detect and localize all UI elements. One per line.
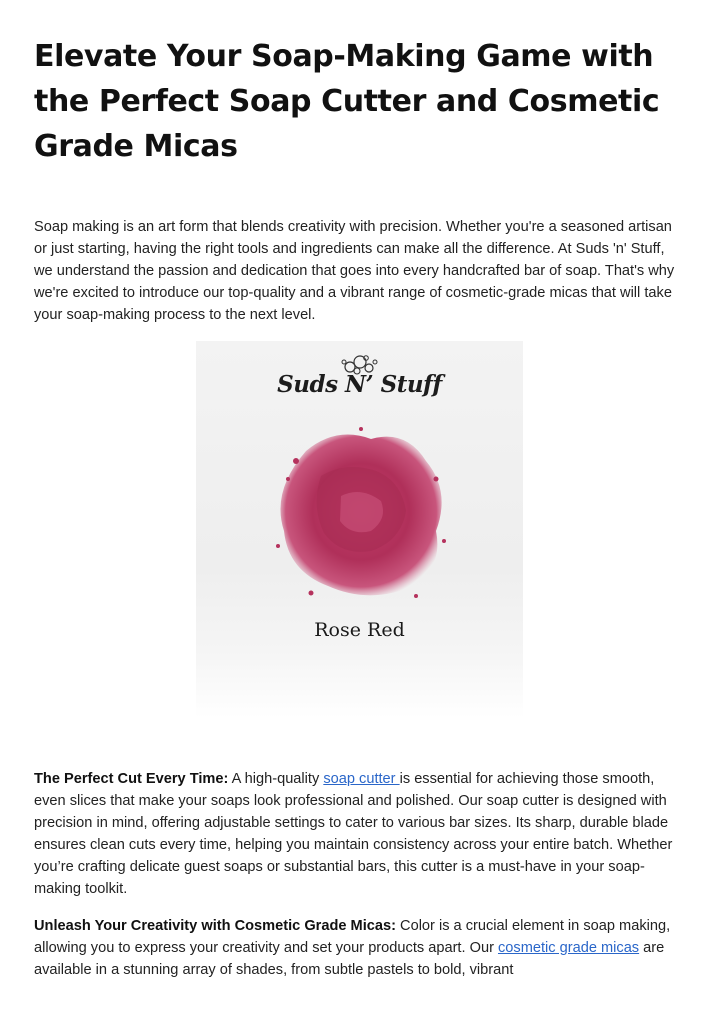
soap-cutter-paragraph xyxy=(34,768,682,900)
soap-cutter-text-before: A high-quality xyxy=(228,771,324,787)
mica-powder-pile xyxy=(266,421,456,606)
intro-paragraph: Soap making is an art form that blends creativity with precision. Whether you're a seasoned artisan or just starting, having the right tools and ingredients can make all the difference. At Suds 'n' Stuff, we understand the passion and dedication that goes into every handcrafted bar of soap. That's why we're excited to introduce our top-quality and a vibrant range of cosmetic-grade micas that will take your soap-making process to the next level. xyxy=(34,219,675,323)
brand-logo: Suds N’ Stuff xyxy=(277,371,442,398)
page-title: Elevate Your Soap-Making Game with the Perfect Soap Cutter and Cosmetic Grade Micas xyxy=(34,39,660,164)
product-caption: Rose Red xyxy=(314,619,405,641)
micas-text-before: Color is a crucial element in soap making, allowing you to express your creativity and set your products apart. Our xyxy=(34,918,671,956)
micas-text-after: are available in a stunning array of shades, from subtle pastels to bold, vibrant xyxy=(34,940,665,978)
product-image xyxy=(196,341,523,718)
soap-cutter-text-after: is essential for achieving those smooth, even slices that make your soaps look professional and polished. Our soap cutter is designed with precision in mind, offering adjustable settings to cater to various bar sizes. Its sharp, durable blade ensures clean cuts every time, helping you maintain consistency across your entire batch. Whether you’re crafting delicate guest soaps or substantial bars, this cutter is a must-have in your soap-making toolkit. xyxy=(34,771,673,897)
micas-paragraph xyxy=(34,915,682,981)
soap-cutter-link[interactable]: soap cutter xyxy=(323,771,400,787)
cosmetic-grade-micas-link[interactable]: cosmetic grade micas xyxy=(497,940,640,956)
soap-cutter-heading: The Perfect Cut Every Time: xyxy=(34,771,229,787)
micas-heading: Unleash Your Creativity with Cosmetic Grade Micas: xyxy=(34,918,396,934)
